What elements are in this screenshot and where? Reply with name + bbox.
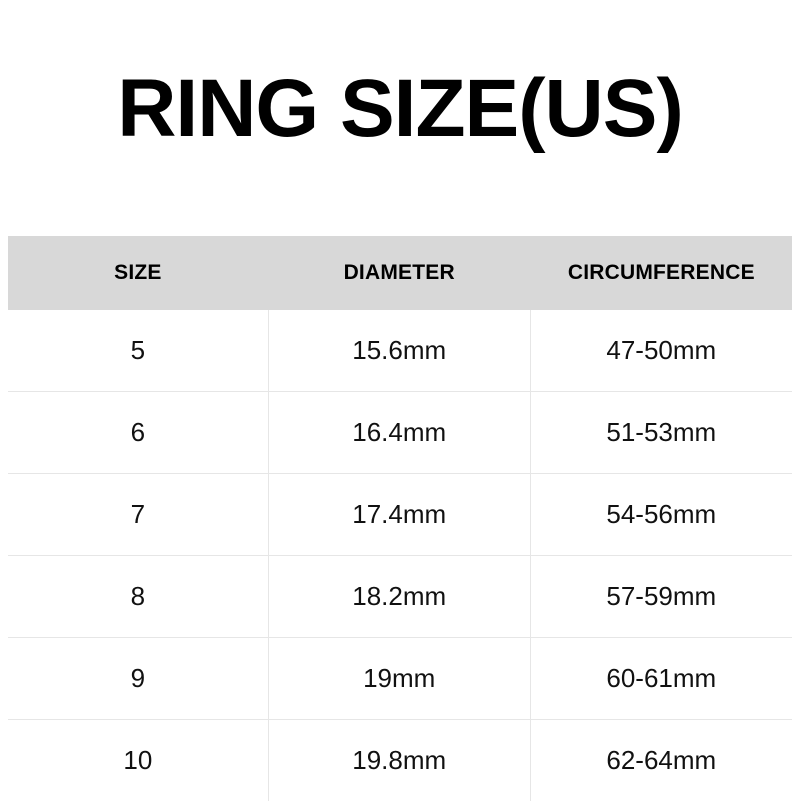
cell-circumference: 54-56mm (530, 474, 792, 556)
cell-size: 5 (8, 310, 268, 392)
table-header-row (8, 236, 792, 310)
table-row (8, 310, 792, 392)
cell-diameter: 18.2mm (268, 556, 530, 638)
cell-diameter: 19mm (268, 638, 530, 720)
column-header-diameter: DIAMETER (268, 236, 530, 310)
page-title: RING SIZE(US) (0, 0, 800, 150)
cell-circumference: 57-59mm (530, 556, 792, 638)
ring-size-table (8, 236, 792, 801)
table-row (8, 720, 792, 801)
cell-size: 6 (8, 392, 268, 474)
table-row (8, 556, 792, 638)
table-row (8, 638, 792, 720)
cell-diameter: 15.6mm (268, 310, 530, 392)
column-header-size: SIZE (8, 236, 268, 310)
cell-size: 7 (8, 474, 268, 556)
cell-size: 10 (8, 720, 268, 801)
cell-diameter: 16.4mm (268, 392, 530, 474)
table-body (8, 310, 792, 801)
cell-size: 9 (8, 638, 268, 720)
size-table-container (8, 236, 792, 801)
table-row (8, 474, 792, 556)
table-header (8, 236, 792, 310)
cell-circumference: 60-61mm (530, 638, 792, 720)
cell-circumference: 62-64mm (530, 720, 792, 801)
cell-circumference: 47-50mm (530, 310, 792, 392)
cell-diameter: 19.8mm (268, 720, 530, 801)
column-header-circumference: CIRCUMFERENCE (530, 236, 792, 310)
table-row (8, 392, 792, 474)
cell-size: 8 (8, 556, 268, 638)
cell-diameter: 17.4mm (268, 474, 530, 556)
cell-circumference: 51-53mm (530, 392, 792, 474)
